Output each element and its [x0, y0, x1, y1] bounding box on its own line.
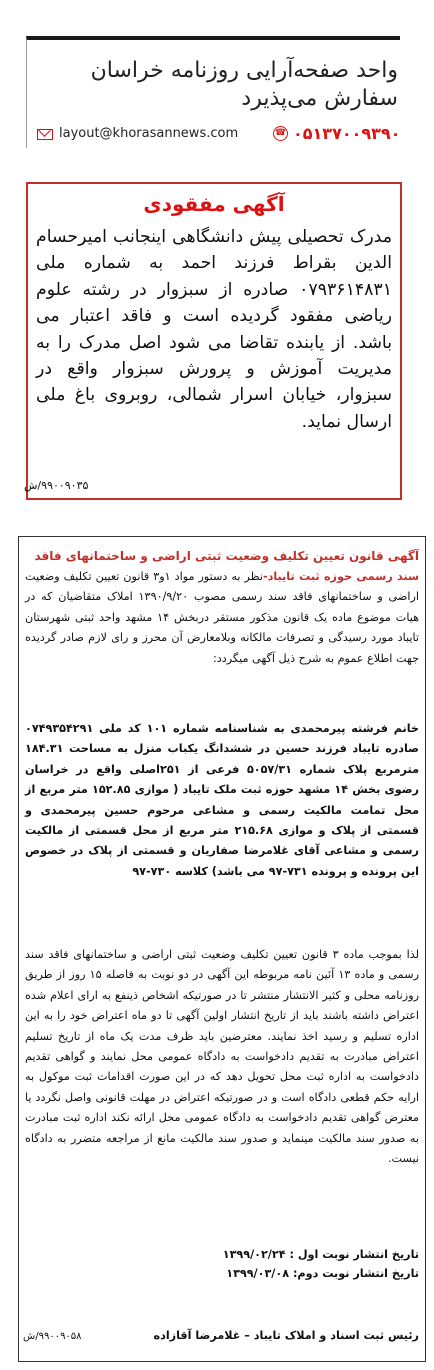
publication-date-first: تاریخ انتشار نوبت اول : ۱۳۹۹/۰۲/۲۴ [222, 1248, 419, 1261]
registration-notice-title: آگهی قانون تعیین تکلیف وضعیت ثبتی اراضی و ساختمانهای فاقد [34, 549, 419, 563]
registration-notice-lead: سند رسمی حوزه ثبت تایباد- [262, 570, 420, 583]
contact-row [37, 126, 399, 148]
lost-notice-code: ۹۹۰۰۹۰۳۵/ش [24, 479, 89, 492]
registration-notice-case: خانم فرشته پیرمحمدی به شناسنامه شماره ۱۰۱ کد ملی ۰۷۴۹۳۵۴۲۹۱ صادره تایباد فرزند حسین در ششدانگ یکباب منزل به مساحت ۱۸۴.۳۱ مترمربع پلاک شماره ۵۰۵۷/۳۱ فرعی از ۲۵۱اصلی واقع در خراسان رضوی بخش ۱۴ مشهد حوزه ثبت ملک تایباد ( موازی ۱۵۲.۸۵ متر مربع از محل تمامت مالکیت رسمی و مشاعی مرحوم حسین پیرمحمدی و قسمتی از پلاک و موازی ۲۱۵.۶۸ متر مربع از محل قسمتی از مالکیت رسمی و مشاعی آقای غلامرضا صفاریان و قسمتی از پلاک در خصوص این پرونده و پرونده ۷۳۱-۹۷ می باشد) کلاسه ۷۳۰-۹۷ [25, 722, 420, 878]
layout-unit-title: واحد صفحه‌آرایی روزنامه خراسان [90, 58, 398, 83]
registration-notice-intro-text: نظر به دستور مواد ۱و۳ قانون تعیین تکلیف وضعیت اراضی و ساختمانهای فاقد سند رسمی مصوب ۱۳۹۰/۹/۲۰ املاک متقاضیان که در هیات موضوع ماده یک قانون مذکور مستقر دربخش ۱۴ مشهد واحد ثبتی شهرستان تایباد مورد رسیدگی و تصرفات مالکانه وبلامعارض آن محرز و رای لازم صادر گردیده جهت اطلاع عموم به شرح ذیل آگهی میگردد: [25, 570, 420, 665]
registration-notice-signer: رئیس ثبت اسناد و املاک تایباد – غلامرضا آقازاده [153, 1329, 419, 1342]
email-address[interactable]: layout@khorasannews.com [59, 126, 239, 141]
registration-notice-intro [25, 567, 419, 669]
phone-number[interactable]: ۰۵۱۳۷۰۰۹۳۹۰ [293, 124, 401, 143]
phone-icon: ☎ [273, 126, 288, 141]
layout-unit-subtitle: سفارش می‌پذیرد [241, 86, 398, 111]
registration-notice-code: ۹۹۰۰۹۰۵۸/ش [23, 1331, 82, 1342]
registration-notice-terms: لذا بموجب ماده ۳ قانون تعیین تکلیف وضعیت ثبتی اراضی و ساختمانهای فاقد سند رسمی و ماده ۱۳ آئین نامه مربوطه این آگهی در دو نوبت به فاصله ۱۵ روز از طریق روزنامه محلی و کثیر الانتشار منتشر تا در صورتیکه اشخاص ذینفع به ارای اعلام شده اعتراض داشته باشند باید از تاریخ انتشار اولین آگهی تا دو ماه اعتراض خود را به این اداره تسلیم و رسید اخذ نمایند. معترضین باید ظرف مدت یک ماه از تاریخ تسلیم اعتراض مبادرت به تقدیم دادخواست به دادگاه عمومی محل نمایند و گواهی تقدیم دادخواست به اداره ثبت محل تحویل دهد که در این صورت اقدامات ثبت موکول به ارایه حکم قطعی دادگاه است و در صورتیکه اعتراض در مهلت قانونی واصل نگردد یا معترض گواهی تقدیم دادخواست به دادگاه عمومی محل ارائه نکند اداره ثبت مبادرت به صدور سند مالکیت مینماید و صدور سند مالکیت مانع از مراجعه متضرر به دادگاه نیست. [25, 948, 419, 1166]
mail-icon [37, 129, 53, 140]
registration-notice-box [18, 536, 426, 1362]
lost-notice-body: مدرک تحصیلی پیش دانشگاهی اینجانب امیرحسام الدین بقراط فرزند احمد به شماره ملی ۰۷۹۳۶۱۴۸۳۱ صادره از سبزوار در رشته علوم ریاضی مفقود گردیده است و فاقد اعتبار می باشد. از یابنده تقاضا می شود اصل مدرک را به مدیریت آموزش و پرورش سبزوار واقع در سبزوار، خیابان اسرار شمالی، روبروی باغ ملی ارسال نماید. [36, 227, 392, 432]
lost-notice-box [26, 182, 402, 500]
layout-unit-box [26, 36, 400, 148]
publication-date-second: تاریخ انتشار نوبت دوم: ۱۳۹۹/۰۳/۰۸ [226, 1267, 419, 1280]
publication-dates [25, 1245, 419, 1283]
lost-notice-title: آگهی مفقودی [143, 192, 285, 216]
